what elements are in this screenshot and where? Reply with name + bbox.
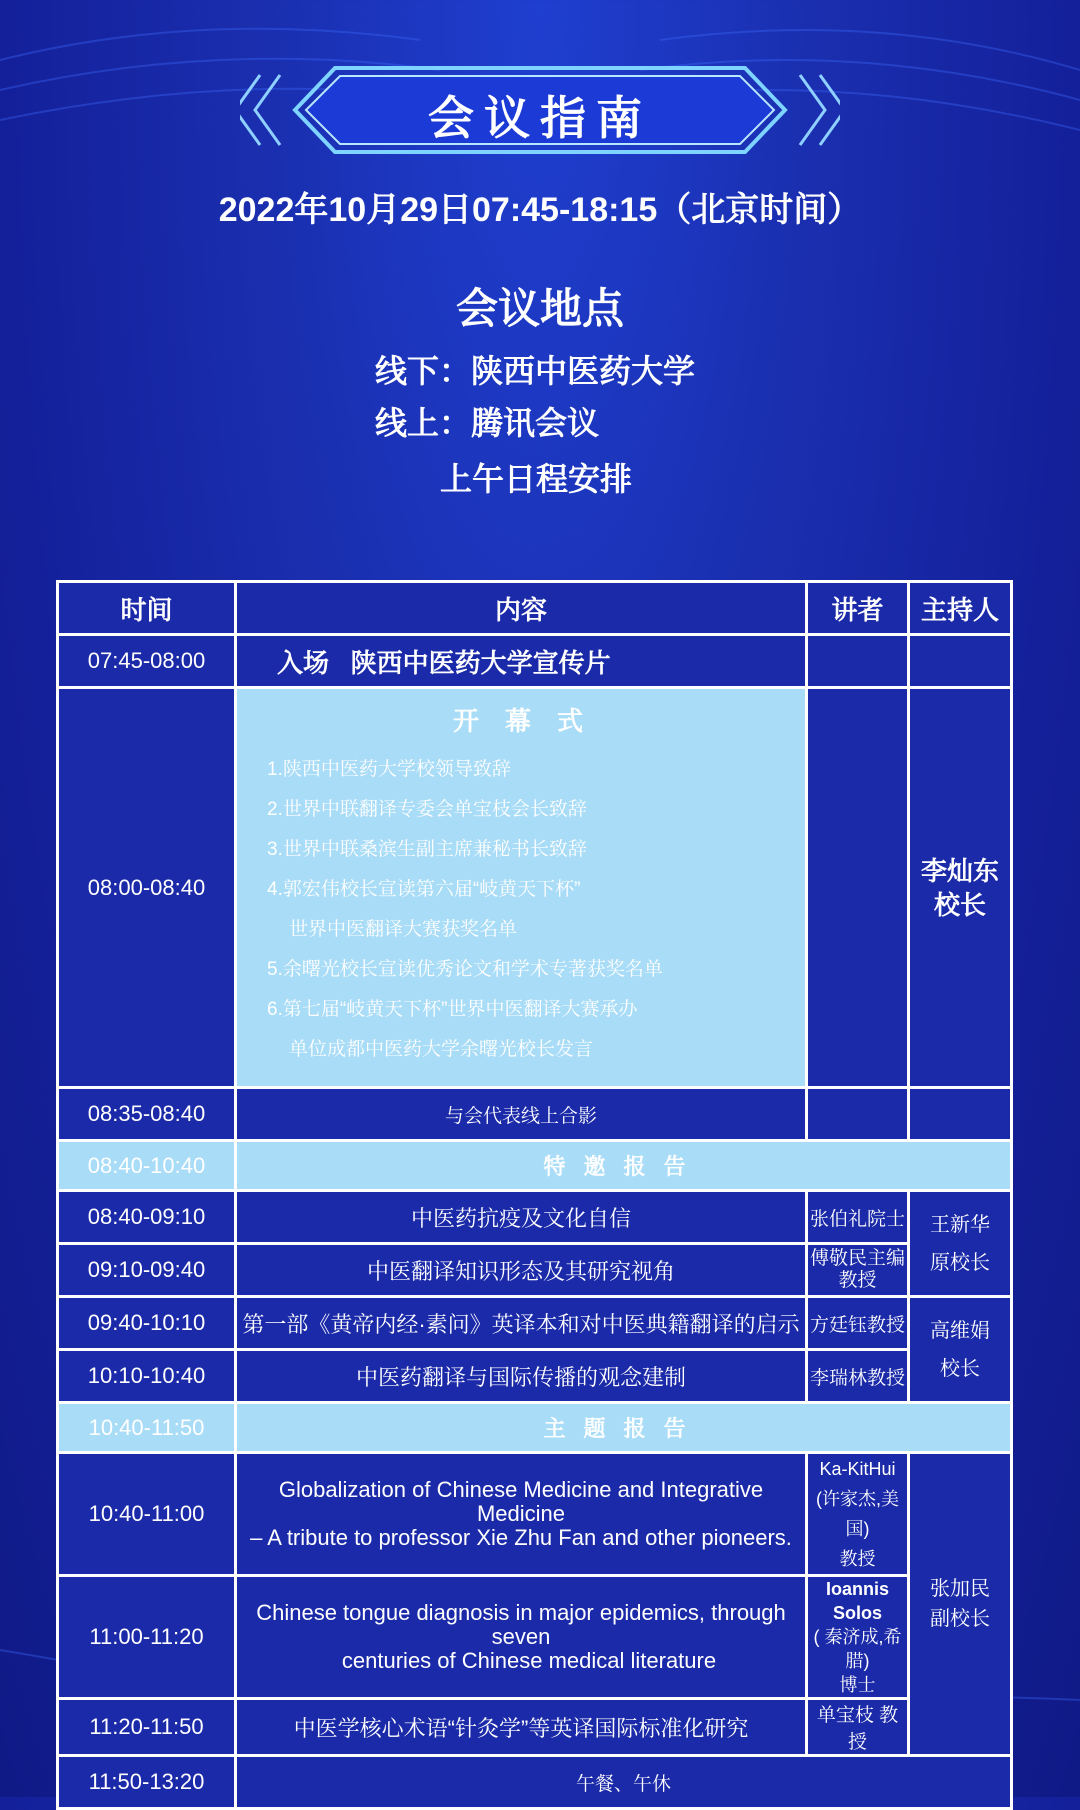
row-time: 08:00-08:40 <box>58 688 236 1088</box>
row-content <box>236 1453 807 1576</box>
opening-host <box>909 688 1012 1088</box>
row-content: 中医翻译知识形态及其研究视角 <box>236 1244 807 1297</box>
speaker-title: 教授 <box>838 1270 877 1291</box>
opening-item: 6.第七届“岐黄天下杯”世界中医翻译大赛承办 <box>267 999 638 1020</box>
row-host <box>909 635 1012 688</box>
row-time: 08:40-09:10 <box>58 1191 236 1244</box>
row-content <box>236 1576 807 1699</box>
row-time: 09:40-10:10 <box>58 1297 236 1350</box>
row-speaker <box>807 1453 909 1576</box>
schedule-table <box>56 580 1013 1810</box>
row-content: 中医药抗疫及文化自信 <box>236 1191 807 1244</box>
header-speaker: 讲者 <box>807 582 909 635</box>
row-time: 10:10-10:40 <box>58 1350 236 1403</box>
row-content: 午餐、午休 <box>236 1756 1012 1809</box>
section-title: 特邀报告 <box>236 1141 1012 1191</box>
table-row <box>58 635 1012 688</box>
header-time: 时间 <box>58 582 236 635</box>
row-speaker: 李瑞林教授 <box>807 1350 909 1403</box>
table-row <box>58 1191 1012 1244</box>
row-time: 08:35-08:40 <box>58 1088 236 1141</box>
opening-item: 1.陕西中医药大学校领导致辞 <box>267 759 511 780</box>
row-host <box>909 1453 1012 1756</box>
table-row <box>58 1453 1012 1576</box>
section-time: 08:40-10:40 <box>58 1141 236 1191</box>
host-title: 原校长 <box>930 1251 990 1274</box>
row-speaker: 单宝枝 教授 <box>807 1699 909 1756</box>
schedule-heading: 上午日程安排 <box>440 461 633 497</box>
venue-heading: 会议地点 <box>455 285 624 332</box>
table-row <box>58 1088 1012 1141</box>
row-content: 中医学核心术语“针灸学”等英译国际标准化研究 <box>236 1699 807 1756</box>
opening-item: 2.世界中联翻译专委会单宝枝会长致辞 <box>267 799 587 820</box>
host-title: 校长 <box>940 1357 980 1380</box>
speaker-affiliation: ( 秦济成,希腊) <box>813 1627 902 1671</box>
title-banner <box>240 60 840 160</box>
host-name: 高维娟 <box>930 1319 990 1342</box>
header-host: 主持人 <box>909 582 1012 635</box>
table-row <box>58 1576 1012 1699</box>
row-time: 07:45-08:00 <box>58 635 236 688</box>
row-time: 10:40-11:00 <box>58 1453 236 1576</box>
row-speaker: 方廷钰教授 <box>807 1297 909 1350</box>
opening-title: 开幕式 <box>452 706 609 736</box>
row-speaker <box>807 1576 909 1699</box>
table-row <box>58 1756 1012 1809</box>
header-content: 内容 <box>236 582 807 635</box>
table-row <box>58 1350 1012 1403</box>
host-name: 张加民 <box>930 1578 990 1600</box>
table-row <box>58 1244 1012 1297</box>
section-row-invited <box>58 1141 1012 1191</box>
row-speaker <box>807 635 909 688</box>
row-content: 第一部《黄帝内经·素问》英译本和对中医典籍翻译的启示 <box>236 1297 807 1350</box>
conference-datetime: 2022年10月29日07:45-18:15（北京时间） <box>218 191 862 229</box>
row-speaker: 张伯礼院士 <box>807 1191 909 1244</box>
venue-offline: 线下：陕西中医药大学 <box>375 353 696 389</box>
venue-online: 线上：腾讯会议 <box>375 405 600 441</box>
speaker-name: 傅敬民主编 <box>809 1248 905 1269</box>
table-row-opening <box>58 688 1012 1088</box>
opening-item: 5.余曙光校长宣读优秀论文和学术专著获奖名单 <box>267 959 663 980</box>
row-time: 09:10-09:40 <box>58 1244 236 1297</box>
content-line: – A tribute to professor Xie Zhu Fan and other pioneers. <box>250 1525 792 1550</box>
speaker-name: Ioannis <box>825 1579 889 1599</box>
row-time: 11:50-13:20 <box>58 1756 236 1809</box>
content-line: centuries of Chinese medical literature <box>341 1648 717 1673</box>
row-host <box>909 1297 1012 1403</box>
row-time: 11:00-11:20 <box>58 1576 236 1699</box>
row-content: 中医药翻译与国际传播的观念建制 <box>236 1350 807 1403</box>
content-line: Globalization of Chinese Medicine and Integrative Medicine <box>278 1477 764 1526</box>
speaker-title: 博士 <box>839 1675 876 1695</box>
host-title: 副校长 <box>930 1608 990 1630</box>
opening-item: 世界中医翻译大赛获奖名单 <box>289 919 518 940</box>
row-content: 与会代表线上合影 <box>236 1088 807 1141</box>
table-row <box>58 1699 1012 1756</box>
row-host <box>909 1191 1012 1297</box>
row-speaker <box>807 1244 909 1297</box>
opening-item: 4.郭宏伟校长宣读第六届“岐黄天下杯” <box>267 879 581 900</box>
row-speaker <box>807 688 909 1088</box>
table-header-row <box>58 582 1012 635</box>
table-row <box>58 1297 1012 1350</box>
speaker-title: 教授 <box>839 1549 876 1569</box>
section-title: 主题报告 <box>236 1403 1012 1453</box>
page-title: 会议指南 <box>428 92 652 144</box>
opening-item: 单位成都中医药大学余曙光校长发言 <box>289 1039 594 1060</box>
speaker-name: Solos <box>832 1603 882 1623</box>
speaker-name: Ka-KitHui <box>819 1459 896 1479</box>
row-content: 入场 陕西中医药大学宣传片 <box>236 635 807 688</box>
host-title: 校长 <box>933 889 986 920</box>
opening-ceremony-cell <box>236 688 807 1088</box>
opening-item: 3.世界中联桑滨生副主席兼秘书长致辞 <box>267 839 587 860</box>
content-line: Chinese tongue diagnosis in major epidemics, through seven <box>256 1600 786 1649</box>
section-row-keynote <box>58 1403 1012 1453</box>
row-time: 11:20-11:50 <box>58 1699 236 1756</box>
host-name: 王新华 <box>930 1213 990 1236</box>
row-speaker <box>807 1088 909 1141</box>
section-time: 10:40-11:50 <box>58 1403 236 1453</box>
host-name: 李灿东 <box>920 855 999 886</box>
speaker-affiliation: (许家杰,美国) <box>816 1489 899 1539</box>
row-host <box>909 1088 1012 1141</box>
